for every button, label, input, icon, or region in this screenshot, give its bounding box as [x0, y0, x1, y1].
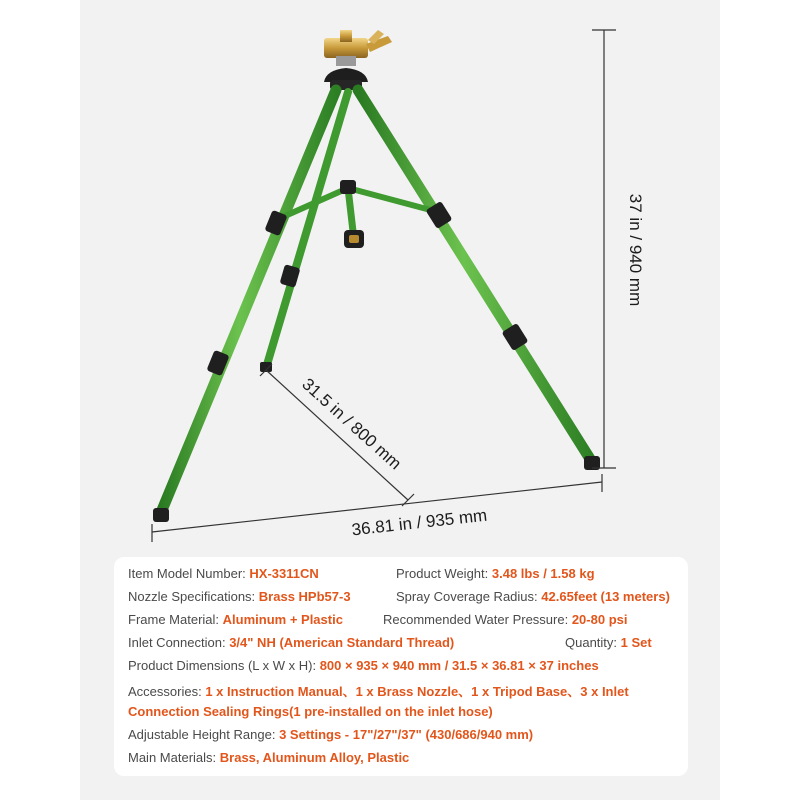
frame-spec: [128, 612, 343, 627]
quantity-label: Quantity:: [565, 635, 618, 650]
radius-spec: [396, 589, 670, 604]
frame-label: Frame Material:: [128, 612, 220, 627]
height-label: Adjustable Height Range:: [128, 727, 276, 742]
weight-spec: [396, 566, 595, 581]
spec-row-dimensions: [128, 658, 599, 673]
inlet-value: 3/4" NH (American Standard Thread): [229, 635, 455, 650]
width-dimension-label: 36.81 in / 935 mm: [350, 505, 489, 540]
nozzle-spec: [128, 589, 351, 604]
nozzle-value: Brass HPb57-3: [258, 589, 351, 604]
radius-value: 42.65feet (13 meters): [541, 589, 670, 604]
pressure-value: 20-80 psi: [571, 612, 628, 627]
height-dimension-label: 37 in / 940 mm: [626, 193, 645, 307]
radius-label: Spray Coverage Radius:: [396, 589, 538, 604]
quantity-value: 1 Set: [620, 635, 652, 650]
weight-value: 3.48 lbs / 1.58 kg: [491, 566, 595, 581]
depth-dimension-line: [260, 364, 414, 506]
pressure-spec: [383, 612, 627, 627]
height-value: 3 Settings - 17"/27"/37" (430/686/940 mm): [279, 727, 534, 742]
accessories-value-line1: 1 x Instruction Manual、1 x Brass Nozzle、1 x Tripod Base、3 x Inlet: [205, 684, 629, 699]
materials-value: Brass, Aluminum Alloy, Plastic: [219, 750, 410, 765]
quantity-spec: [565, 635, 652, 650]
model-spec: [128, 566, 319, 581]
brass-nozzle: [324, 30, 392, 66]
dimensions-value: 800 × 935 × 940 mm / 31.5 × 36.81 × 37 inches: [319, 658, 599, 673]
accessories-label: Accessories:: [128, 684, 202, 699]
model-value: HX-3311CN: [249, 566, 319, 581]
pressure-label: Recommended Water Pressure:: [383, 612, 569, 627]
spec-row-height: [128, 727, 533, 742]
spec-row-accessories-cont: [128, 704, 493, 719]
frame-value: Aluminum + Plastic: [222, 612, 343, 627]
height-dimension-line: [592, 30, 616, 468]
accessories-value-line2: Connection Sealing Rings(1 pre-installed on the inlet hose): [128, 704, 493, 719]
model-label: Item Model Number:: [128, 566, 246, 581]
depth-dimension-label: 31.5 in / 800 mm: [298, 374, 406, 474]
inlet-connector: [344, 230, 364, 248]
spec-row-materials: [128, 750, 409, 765]
dimensions-label: Product Dimensions (L x W x H):: [128, 658, 317, 673]
spec-row-accessories: [128, 681, 629, 700]
inlet-spec: [128, 635, 454, 650]
inlet-label: Inlet Connection:: [128, 635, 226, 650]
nozzle-label: Nozzle Specifications:: [128, 589, 256, 604]
weight-label: Product Weight:: [396, 566, 489, 581]
materials-label: Main Materials:: [128, 750, 217, 765]
spec-card: [114, 557, 688, 776]
